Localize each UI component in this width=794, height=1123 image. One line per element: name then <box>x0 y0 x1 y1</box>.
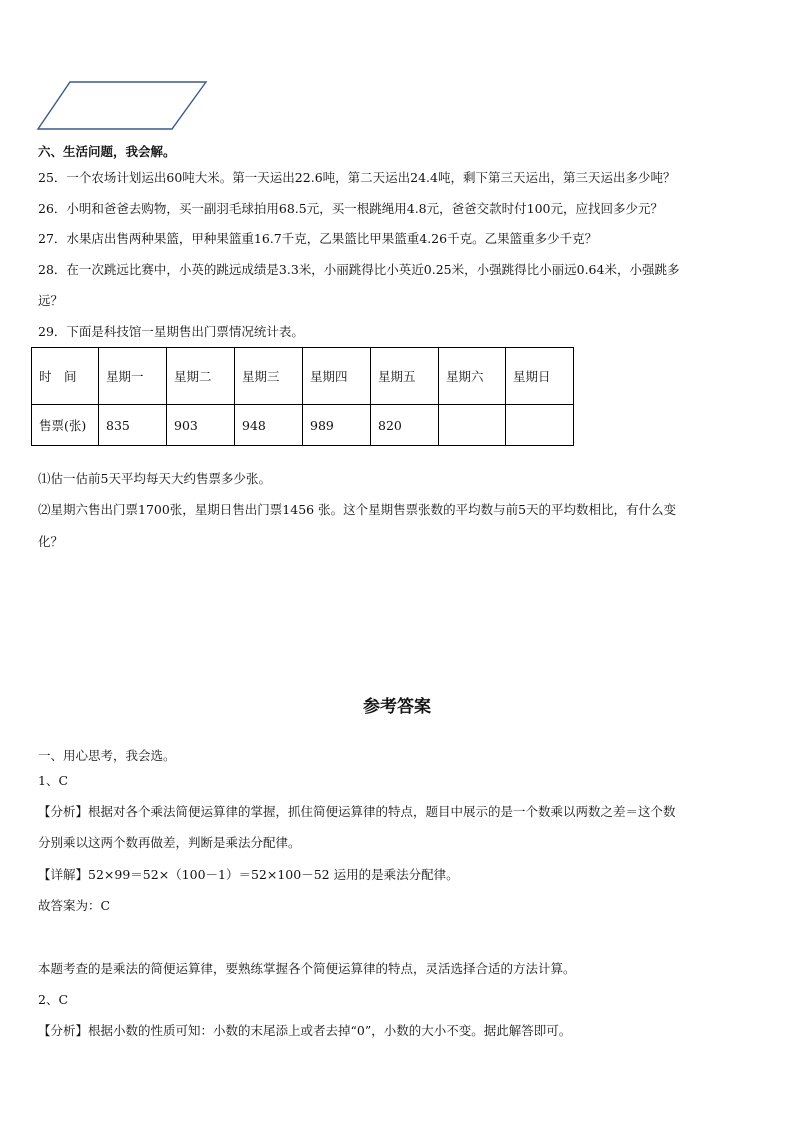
question-26: 26．小明和爸爸去购物，买一副羽毛球拍用68.5元，买一根跳绳用4.8元，爸爸交款时付100元，应找回多少元？ <box>38 201 663 216</box>
sub-question-1: ⑴估一估前5天平均每天大约售票多少张。 <box>38 471 271 486</box>
parallelogram-figure <box>36 80 212 134</box>
table-cell: 售票(张) <box>32 405 99 446</box>
table-header-cell: 星期四 <box>303 348 371 405</box>
answer-1-detail: 【详解】52×99＝52×（100－1）＝52×100－52 运用的是乘法分配律。 <box>38 867 459 882</box>
answer-1-summary: 本题考查的是乘法的简便运算律，要熟练掌握各个简便运算律的特点，灵活选择合适的方法计算。 <box>38 961 576 976</box>
table-cell <box>506 405 574 446</box>
sub-question-2-line2: 化？ <box>38 534 64 549</box>
table-header-cell: 星期日 <box>506 348 574 405</box>
table-header-cell: 星期一 <box>99 348 167 405</box>
table-cell: 835 <box>99 405 167 446</box>
answer-1-analysis-line1: 【分析】根据对各个乘法简便运算律的掌握，抓住简便运算律的特点，题目中展示的是一个数乘以两数之差＝这个数 <box>38 804 676 819</box>
answer-1-final: 故答案为：C <box>38 898 111 913</box>
section-heading-6: 六、生活问题，我会解。 <box>38 144 176 159</box>
question-28-line2: 远？ <box>38 293 64 308</box>
question-25: 25．一个农场计划运出60吨大米。第一天运出22.6吨，第二天运出24.4吨，剩下第三天运出，第三天运出多少吨？ <box>38 170 676 185</box>
table-header-cell: 星期五 <box>371 348 439 405</box>
table-header-cell: 时 间 <box>32 348 99 405</box>
table-cell: 948 <box>235 405 303 446</box>
answer-1-label: 1、C <box>38 773 69 788</box>
table-cell <box>439 405 506 446</box>
question-29: 29．下面是科技馆一星期售出门票情况统计表。 <box>38 324 304 339</box>
table-cell: 820 <box>371 405 439 446</box>
table-header-cell: 星期二 <box>167 348 235 405</box>
question-27: 27．水果店出售两种果篮，甲种果篮重16.7千克，乙果篮比甲果篮重4.26千克。乙果篮重多少千克？ <box>38 231 598 246</box>
answers-section-heading: 一、用心思考，我会选。 <box>38 748 176 763</box>
table-cell: 989 <box>303 405 371 446</box>
answers-title: 参考答案 <box>363 697 431 717</box>
answer-1-analysis-line2: 分别乘以这两个数再做差，判断是乘法分配律。 <box>38 835 301 850</box>
sub-question-2-line1: ⑵星期六售出门票1700张，星期日售出门票1456 张。这个星期售票张数的平均数与前5天的平均数相比，有什么变 <box>38 502 677 517</box>
table-cell: 903 <box>167 405 235 446</box>
table-row <box>32 405 574 446</box>
table-header-cell: 星期三 <box>235 348 303 405</box>
ticket-sales-table <box>31 347 574 446</box>
answer-2-analysis: 【分析】根据小数的性质可知：小数的末尾添上或者去掉“0”，小数的大小不变。据此解答即可。 <box>38 1023 572 1038</box>
answer-2-label: 2、C <box>38 992 69 1007</box>
table-header-row <box>32 348 574 405</box>
table-header-cell: 星期六 <box>439 348 506 405</box>
question-28-line1: 28．在一次跳远比赛中，小英的跳远成绩是3.3米，小丽跳得比小英近0.25米，小强跳得比小丽远0.64米，小强跳多 <box>38 262 680 277</box>
